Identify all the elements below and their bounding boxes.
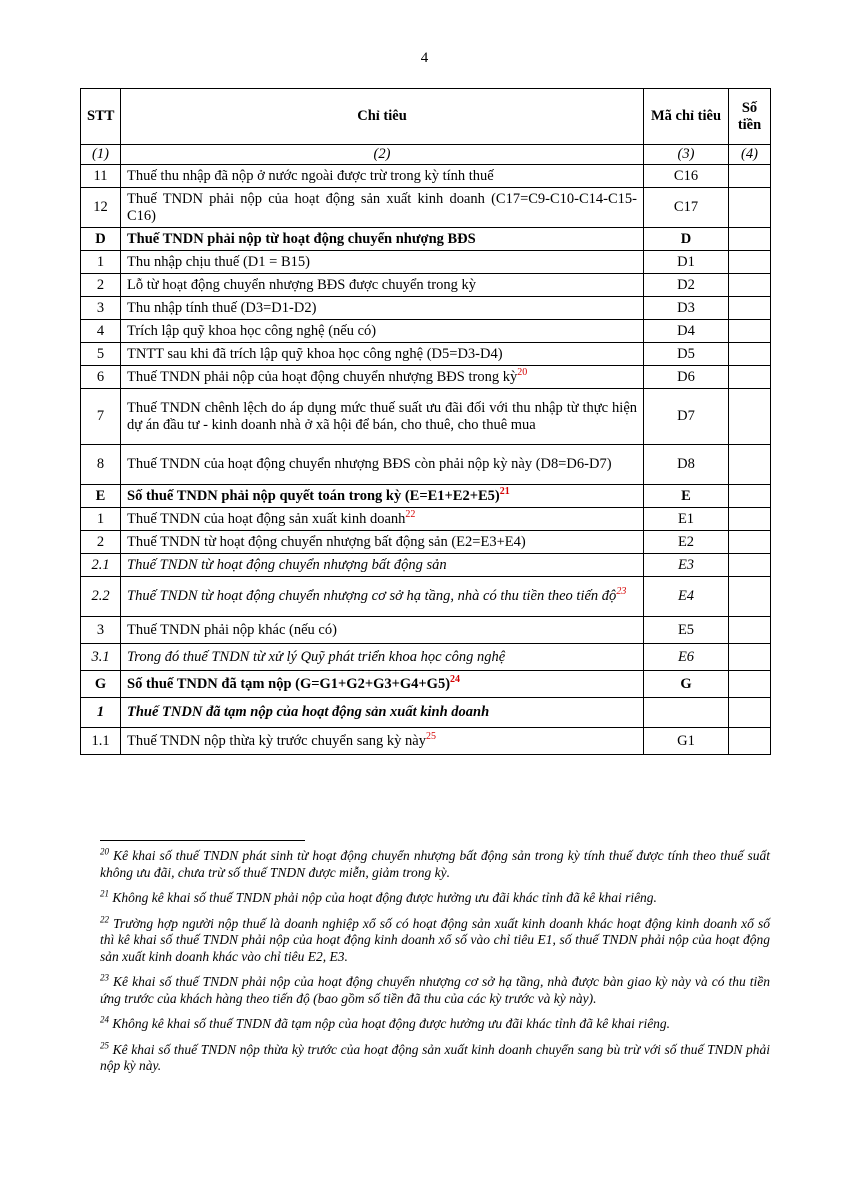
footnote-text: Không kê khai số thuế TNDN phải nộp của hoạt động được hưởng ưu đãi khác tỉnh đã kê khai riêng. [112, 890, 657, 905]
row-amount[interactable] [729, 165, 771, 188]
row-text: Lỗ từ hoạt động chuyển nhượng BĐS được chuyển trong kỳ [121, 274, 644, 297]
row-stt: 3 [81, 617, 121, 644]
row-stt: 2.1 [81, 554, 121, 577]
row-text: Thuế TNDN của hoạt động chuyển nhượng BĐS còn phải nộp kỳ này (D8=D6-D7) [121, 445, 644, 485]
row-stt: 2.2 [81, 577, 121, 617]
footnotes [100, 848, 770, 1084]
row-stt: 1.1 [81, 728, 121, 755]
row-text: Thu nhập chịu thuế (D1 = B15) [121, 251, 644, 274]
table-row [81, 554, 771, 577]
row-text-cell [121, 508, 644, 531]
table-row-section [81, 671, 771, 698]
footnote [100, 974, 770, 1007]
footnote [100, 1042, 770, 1075]
row-stt: 2 [81, 274, 121, 297]
row-stt: 3.1 [81, 644, 121, 671]
footnote-ref[interactable]: 20 [517, 366, 528, 378]
table-row [81, 644, 771, 671]
footnote-separator [100, 840, 305, 841]
row-amount[interactable] [729, 644, 771, 671]
row-text: Thuế TNDN từ hoạt động chuyển nhượng cơ sở hạ tầng, nhà có thu tiền theo tiến độ [127, 588, 617, 604]
row-text: Trích lập quỹ khoa học công nghệ (nếu có) [121, 320, 644, 343]
table-row [81, 274, 771, 297]
row-code: C16 [644, 165, 729, 188]
footnote-number: 20 [100, 846, 109, 857]
header-ma-chi-tieu: Mã chỉ tiêu [644, 89, 729, 145]
row-stt: 4 [81, 320, 121, 343]
row-code: D [644, 228, 729, 251]
table-subheader-row [81, 145, 771, 165]
row-stt: 3 [81, 297, 121, 320]
footnote-text: Trường hợp người nộp thuế là doanh nghiệp xổ số có hoạt động sản xuất kinh doanh khác hoạt động kinh doanh xổ số thì kê khai số thuế TNDN phải nộp của hoạt động kinh doanh xổ số vào chỉ tiêu E1, số thuế TNDN phải nộp của hoạt động sản xuất kinh doanh khác vào chỉ tiêu E2, E3. [100, 915, 770, 964]
footnote-ref[interactable]: 23 [616, 586, 627, 598]
row-code: D5 [644, 343, 729, 366]
subheader-2: (2) [121, 145, 644, 165]
row-stt: G [81, 671, 121, 698]
table-row [81, 165, 771, 188]
table-row [81, 728, 771, 755]
table-row [81, 617, 771, 644]
row-code: D1 [644, 251, 729, 274]
row-text: Thuế TNDN phải nộp của hoạt động sản xuất kinh doanh (C17=C9-C10-C14-C15-C16) [121, 188, 644, 228]
row-text-cell [121, 577, 644, 617]
row-text: Thuế TNDN phải nộp khác (nếu có) [121, 617, 644, 644]
row-code: D4 [644, 320, 729, 343]
row-stt: 2 [81, 531, 121, 554]
table-row [81, 389, 771, 445]
table-row [81, 343, 771, 366]
row-text: Thuế TNDN đã tạm nộp của hoạt động sản xuất kinh doanh [121, 698, 644, 728]
row-stt: 1 [81, 508, 121, 531]
row-amount[interactable] [729, 297, 771, 320]
row-text-cell [121, 728, 644, 755]
row-code [644, 698, 729, 728]
row-amount[interactable] [729, 728, 771, 755]
footnote [100, 1016, 770, 1033]
footnote-text: Kê khai số thuế TNDN phải nộp của hoạt động chuyển nhượng cơ sở hạ tầng, nhà được bàn giao kỳ này và có thu tiền ứng trước của khách hàng theo tiến độ (bao gồm số tiền đã thu của các kỳ trước và kỳ này). [100, 974, 771, 1006]
header-so-tien: Số tiền [729, 89, 771, 145]
row-code: E6 [644, 644, 729, 671]
row-code: E1 [644, 508, 729, 531]
row-code: D2 [644, 274, 729, 297]
row-code: G [644, 671, 729, 698]
row-amount[interactable] [729, 366, 771, 389]
table-row [81, 445, 771, 485]
row-code: D7 [644, 389, 729, 445]
row-text: Số thuế TNDN phải nộp quyết toán trong kỳ (E=E1+E2+E5) [127, 487, 500, 504]
row-stt: D [81, 228, 121, 251]
row-stt: 11 [81, 165, 121, 188]
table-header-row [81, 89, 771, 145]
row-amount[interactable] [729, 445, 771, 485]
footnote-ref[interactable]: 24 [450, 673, 461, 685]
row-amount[interactable] [729, 485, 771, 508]
footnote-number: 22 [100, 914, 109, 924]
footnote-ref[interactable]: 21 [499, 485, 510, 497]
footnote-text: Kê khai số thuế TNDN phát sinh từ hoạt động chuyển nhượng bất động sản trong kỳ tính thuế được tính theo thuế suất không ưu đãi, chưa trừ số thuế TNDN được miễn, giảm trong kỳ. [100, 848, 771, 880]
table-row-section [81, 228, 771, 251]
row-stt: 8 [81, 445, 121, 485]
row-code: C17 [644, 188, 729, 228]
row-amount[interactable] [729, 343, 771, 366]
footnote-number: 25 [100, 1040, 109, 1050]
table-row [81, 188, 771, 228]
row-stt: E [81, 485, 121, 508]
footnote-text: Kê khai số thuế TNDN nộp thừa kỳ trước của hoạt động sản xuất kinh doanh chuyển sang bù trừ với số thuế TNDN phải nộp kỳ này. [100, 1041, 771, 1073]
table-row [81, 320, 771, 343]
table-row-subsection [81, 698, 771, 728]
table-row [81, 577, 771, 617]
footnote [100, 916, 770, 966]
row-amount[interactable] [729, 389, 771, 445]
table-row [81, 508, 771, 531]
row-code: E4 [644, 577, 729, 617]
row-text: Thu nhập tính thuế (D3=D1-D2) [121, 297, 644, 320]
subheader-4: (4) [729, 145, 771, 165]
footnote-number: 21 [100, 888, 109, 899]
footnote-ref[interactable]: 22 [405, 508, 416, 520]
row-code: D3 [644, 297, 729, 320]
row-text: Thuế TNDN nộp thừa kỳ trước chuyển sang kỳ này [127, 732, 426, 749]
row-text: Số thuế TNDN đã tạm nộp (G=G1+G2+G3+G4+G5) [127, 675, 451, 692]
footnote-ref[interactable]: 25 [425, 730, 436, 742]
subheader-1: (1) [81, 145, 121, 165]
row-amount[interactable] [729, 320, 771, 343]
row-stt: 1 [81, 251, 121, 274]
row-text: Thuế TNDN chênh lệch do áp dụng mức thuế suất ưu đãi đối với thu nhập từ thực hiện dự án đầu tư - kinh doanh nhà ở xã hội để bán, cho thuê, cho thuê mua [121, 389, 644, 445]
row-code: E [644, 485, 729, 508]
footnote-number: 24 [100, 1014, 109, 1025]
row-code: E2 [644, 531, 729, 554]
table-row [81, 251, 771, 274]
footnote-number: 23 [100, 972, 109, 983]
row-stt: 12 [81, 188, 121, 228]
row-amount[interactable] [729, 617, 771, 644]
row-stt: 1 [81, 698, 121, 728]
table-row [81, 366, 771, 389]
row-text: Thuế TNDN của hoạt động sản xuất kinh doanh [127, 510, 406, 527]
row-amount[interactable] [729, 554, 771, 577]
row-stt: 6 [81, 366, 121, 389]
row-code: D6 [644, 366, 729, 389]
row-text: Thuế TNDN phải nộp của hoạt động chuyển nhượng BĐS trong kỳ [127, 368, 518, 385]
row-text: Thuế TNDN phải nộp từ hoạt động chuyển nhượng BĐS [121, 228, 644, 251]
row-text: Trong đó thuế TNDN từ xử lý Quỹ phát triển khoa học công nghệ [121, 644, 644, 671]
footnote [100, 890, 770, 907]
row-amount[interactable] [729, 577, 771, 617]
row-code: G1 [644, 728, 729, 755]
row-amount[interactable] [729, 228, 771, 251]
row-code: E3 [644, 554, 729, 577]
row-text: TNTT sau khi đã trích lập quỹ khoa học công nghệ (D5=D3-D4) [121, 343, 644, 366]
header-stt: STT [81, 89, 121, 145]
row-amount[interactable] [729, 274, 771, 297]
table-row [81, 297, 771, 320]
page-number: 4 [420, 50, 429, 66]
table-row-section [81, 485, 771, 508]
row-amount[interactable] [729, 508, 771, 531]
row-code: E5 [644, 617, 729, 644]
row-text-cell [121, 366, 644, 389]
row-amount[interactable] [729, 188, 771, 228]
subheader-3: (3) [644, 145, 729, 165]
tax-table [80, 88, 771, 755]
footnote [100, 848, 770, 881]
row-code: D8 [644, 445, 729, 485]
row-text-cell [121, 485, 644, 508]
header-chi-tieu: Chỉ tiêu [121, 89, 644, 145]
row-amount[interactable] [729, 698, 771, 728]
footnote-text: Không kê khai số thuế TNDN đã tạm nộp của hoạt động được hưởng ưu đãi khác tỉnh đã kê khai riêng. [112, 1016, 671, 1031]
row-text: Thuế TNDN từ hoạt động chuyển nhượng bất động sản [121, 554, 644, 577]
row-stt: 7 [81, 389, 121, 445]
row-text: Thuế thu nhập đã nộp ở nước ngoài được trừ trong kỳ tính thuế [121, 165, 644, 188]
row-amount[interactable] [729, 671, 771, 698]
table-row [81, 531, 771, 554]
row-amount[interactable] [729, 531, 771, 554]
row-text-cell [121, 671, 644, 698]
row-stt: 5 [81, 343, 121, 366]
row-amount[interactable] [729, 251, 771, 274]
row-text: Thuế TNDN từ hoạt động chuyển nhượng bất động sản (E2=E3+E4) [121, 531, 644, 554]
